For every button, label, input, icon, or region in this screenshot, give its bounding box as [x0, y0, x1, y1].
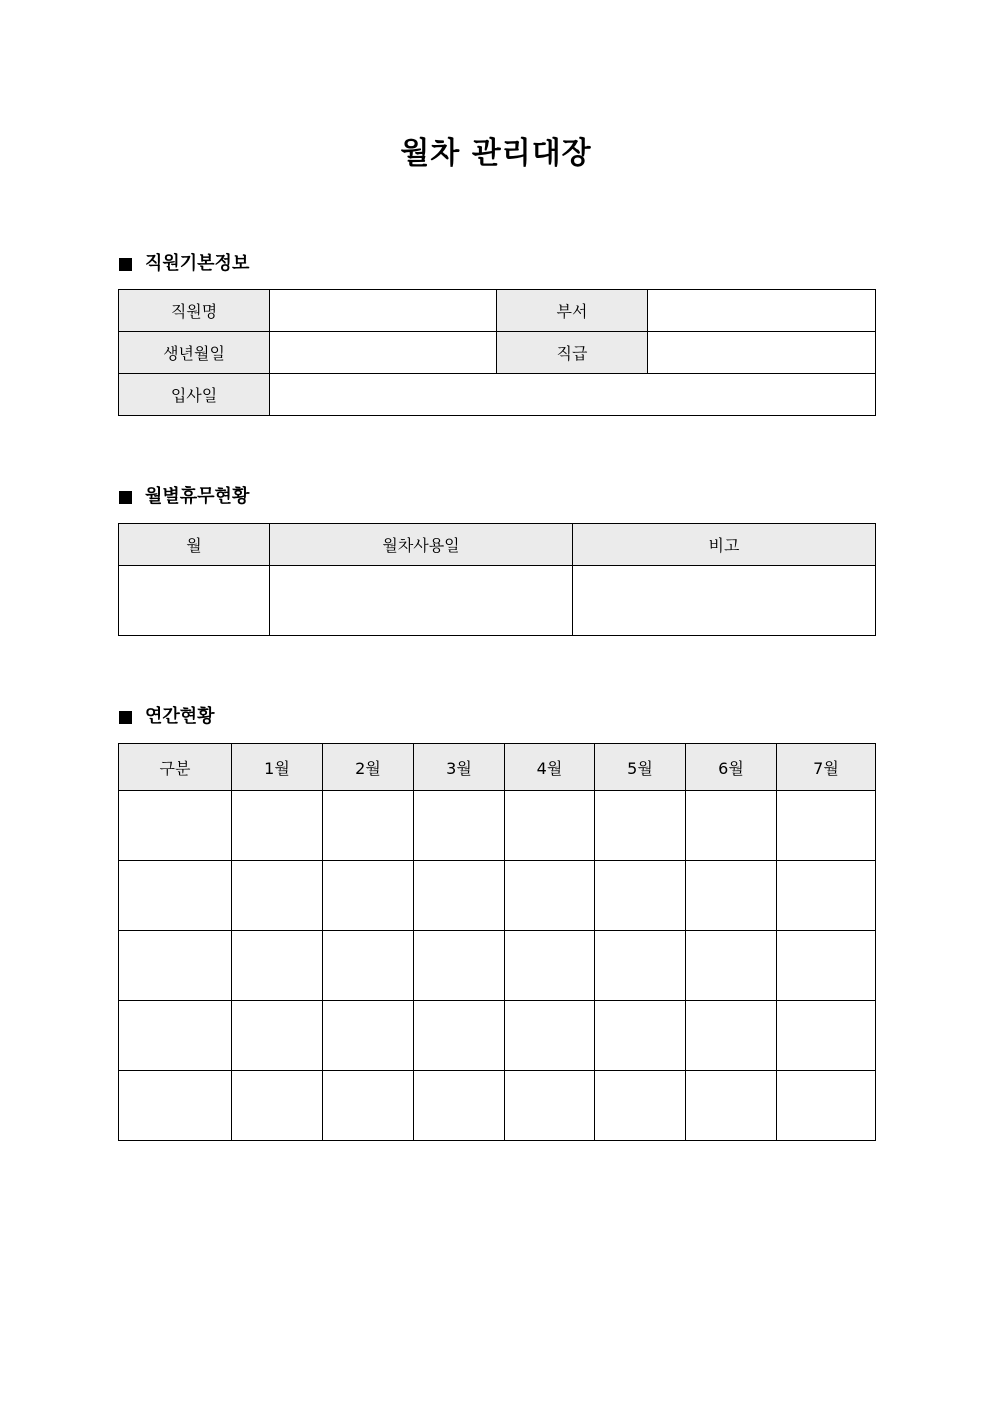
- month-header: 월: [119, 524, 270, 566]
- square-bullet-icon: [119, 711, 132, 724]
- month-2-cell[interactable]: [323, 861, 414, 931]
- page-title: 월차 관리대장: [400, 136, 592, 171]
- month-1-cell[interactable]: [232, 931, 323, 1001]
- month-4-cell[interactable]: [505, 861, 595, 931]
- month-3-cell[interactable]: [414, 931, 505, 1001]
- month-6-cell[interactable]: [686, 791, 777, 861]
- square-bullet-icon: [119, 258, 132, 271]
- month-3-cell[interactable]: [414, 861, 505, 931]
- section-title: 월별휴무현황: [145, 486, 250, 507]
- month-1-cell[interactable]: [232, 1071, 323, 1141]
- table-row: [119, 290, 876, 332]
- month-2-cell[interactable]: [323, 1001, 414, 1071]
- category-cell[interactable]: [119, 861, 232, 931]
- month-3-cell[interactable]: [414, 791, 505, 861]
- month-cell[interactable]: [119, 566, 270, 636]
- hire-date-label: 입사일: [119, 374, 270, 416]
- position-field[interactable]: [648, 332, 876, 374]
- month-4-header: 4월: [505, 744, 595, 791]
- month-1-cell[interactable]: [232, 791, 323, 861]
- employee-name-field[interactable]: [270, 290, 497, 332]
- section-heading-annual-status: [119, 705, 215, 729]
- month-6-cell[interactable]: [686, 1071, 777, 1141]
- remarks-cell[interactable]: [573, 566, 876, 636]
- birth-date-field[interactable]: [270, 332, 497, 374]
- month-4-cell[interactable]: [505, 1071, 595, 1141]
- month-7-cell[interactable]: [777, 1001, 876, 1071]
- month-1-cell[interactable]: [232, 861, 323, 931]
- month-1-cell[interactable]: [232, 1001, 323, 1071]
- month-4-cell[interactable]: [505, 1001, 595, 1071]
- month-7-cell[interactable]: [777, 791, 876, 861]
- month-5-cell[interactable]: [595, 1001, 686, 1071]
- month-7-cell[interactable]: [777, 931, 876, 1001]
- category-cell[interactable]: [119, 1001, 232, 1071]
- month-7-cell[interactable]: [777, 1071, 876, 1141]
- category-cell[interactable]: [119, 791, 232, 861]
- month-4-cell[interactable]: [505, 931, 595, 1001]
- month-7-header: 7월: [777, 744, 876, 791]
- hire-date-field[interactable]: [270, 374, 876, 416]
- remarks-header: 비고: [573, 524, 876, 566]
- table-header-row: [119, 524, 876, 566]
- month-2-cell[interactable]: [323, 931, 414, 1001]
- monthly-leave-table: [118, 523, 876, 636]
- month-6-cell[interactable]: [686, 931, 777, 1001]
- month-2-cell[interactable]: [323, 1071, 414, 1141]
- department-field[interactable]: [648, 290, 876, 332]
- table-row: [119, 931, 876, 1001]
- month-5-header: 5월: [595, 744, 686, 791]
- position-label: 직급: [497, 332, 648, 374]
- month-6-header: 6월: [686, 744, 777, 791]
- table-row: [119, 1071, 876, 1141]
- employee-info-table: [118, 289, 876, 416]
- section-heading-monthly-leave: [119, 485, 249, 509]
- month-4-cell[interactable]: [505, 791, 595, 861]
- section-heading-basic-info: [119, 252, 249, 276]
- department-label: 부서: [497, 290, 648, 332]
- square-bullet-icon: [119, 491, 132, 504]
- month-5-cell[interactable]: [595, 861, 686, 931]
- table-row: [119, 566, 876, 636]
- month-5-cell[interactable]: [595, 931, 686, 1001]
- table-row: [119, 374, 876, 416]
- section-title: 연간현황: [145, 706, 215, 727]
- month-1-header: 1월: [232, 744, 323, 791]
- table-row: [119, 791, 876, 861]
- table-row: [119, 861, 876, 931]
- table-row: [119, 1001, 876, 1071]
- leave-date-cell[interactable]: [270, 566, 573, 636]
- month-7-cell[interactable]: [777, 861, 876, 931]
- leave-date-header: 월차사용일: [270, 524, 573, 566]
- month-5-cell[interactable]: [595, 791, 686, 861]
- month-6-cell[interactable]: [686, 861, 777, 931]
- month-3-header: 3월: [414, 744, 505, 791]
- month-3-cell[interactable]: [414, 1001, 505, 1071]
- birth-date-label: 생년월일: [119, 332, 270, 374]
- month-2-cell[interactable]: [323, 791, 414, 861]
- annual-status-table: [118, 743, 876, 1141]
- employee-name-label: 직원명: [119, 290, 270, 332]
- month-2-header: 2월: [323, 744, 414, 791]
- section-title: 직원기본정보: [145, 253, 250, 274]
- month-6-cell[interactable]: [686, 1001, 777, 1071]
- category-cell[interactable]: [119, 931, 232, 1001]
- month-3-cell[interactable]: [414, 1071, 505, 1141]
- category-header: 구분: [119, 744, 232, 791]
- table-row: [119, 332, 876, 374]
- category-cell[interactable]: [119, 1071, 232, 1141]
- table-header-row: [119, 744, 876, 791]
- month-5-cell[interactable]: [595, 1071, 686, 1141]
